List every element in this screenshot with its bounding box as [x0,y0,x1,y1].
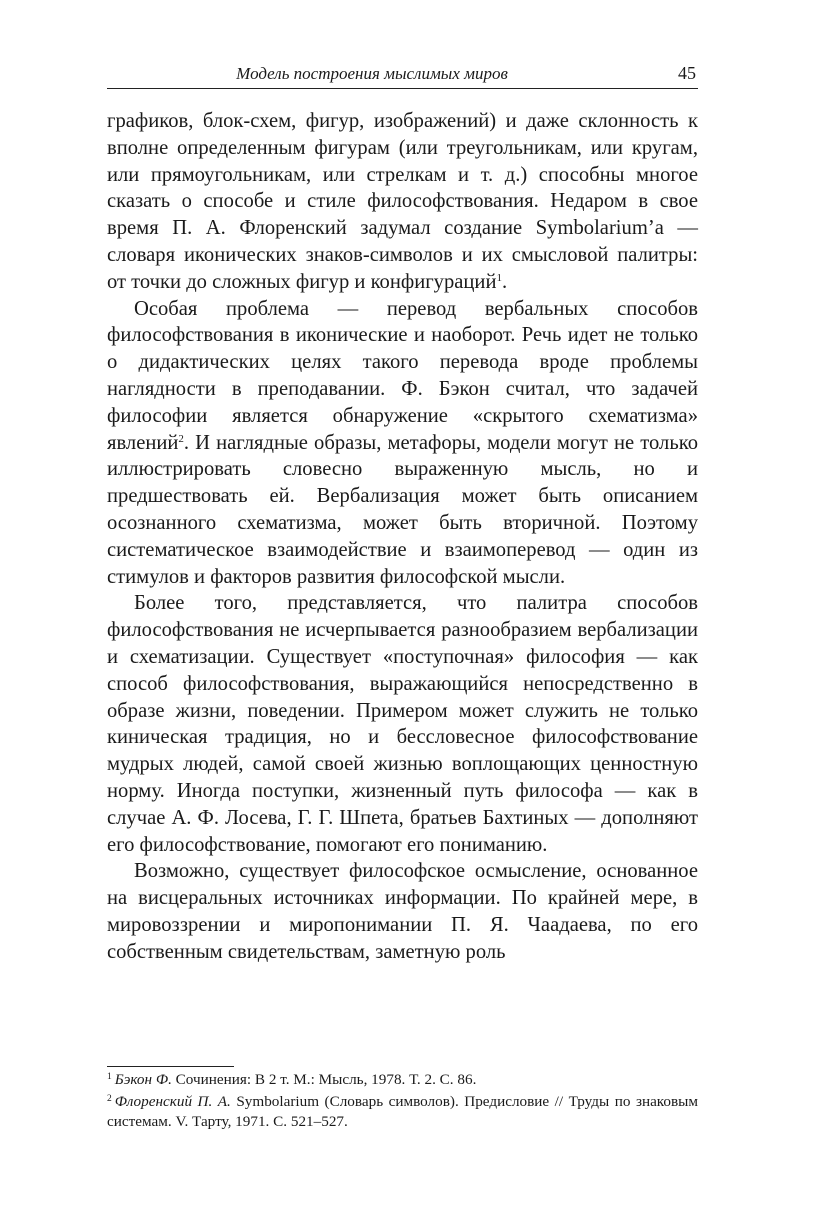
footnote-mark: 1 [107,1072,112,1082]
footnote [107,1070,698,1090]
footnote-author: Бэкон Ф. [114,1071,172,1088]
paragraph-text: . [501,270,508,293]
paragraph-text: графиков, блок-схем, фигур, изображений) и даже склонность к вполне определенным фигурам (или треугольникам, или кругам, или прямоугольникам, или стрелкам и т. д.) способны многое сказать о способе и стиле философствования. Недаром в свое время П. А. Флоренский задумал создание Symbolarium’а — словаря иконических знаков-символов и их смысловой палитры: от точки до сложных фигур и конфигураций [107,110,698,293]
footnote-mark: 2 [107,1094,112,1104]
footnote-divider [107,1066,234,1067]
paragraph [107,108,698,296]
paragraph [107,296,698,591]
paragraph-text: . И наглядные образы, метафоры, модели могут не только иллюстрировать словесно выраженную мысль, но и предшествовать ей. Вербализация может быть описанием осознанного схематизма, может быть вторичной. Поэтому систематическое взаимодействие и взаимоперевод — один из стимулов и факторов развития философской мысли. [107,431,698,588]
footnote-reference[interactable]: 2 [178,432,184,445]
body-text [107,108,698,966]
running-header [107,60,698,89]
footnote-reference[interactable]: 1 [496,271,502,284]
footnote-author: Флоренский П. А. [114,1093,231,1110]
footnotes [107,1070,698,1134]
footnote-text: Сочинения: В 2 т. М.: Мысль, 1978. Т. 2. С. 86. [175,1071,477,1088]
paragraph: Возможно, существует философское осмысление, основанное на висцеральных источниках информации. По крайней мере, в мировоззрении и миропонимании П. Я. Чаадаева, по его собственным свидетельствам, заметную роль [107,860,698,963]
paragraph-text: Особая проблема — перевод вербальных способов философствования в иконические и наоборот. Речь идет не только о дидактических целях такого перевода вроде проблемы наглядности в преподавании. Ф. Бэкон считал, что задачей философии является обнаружение «скрытого схематизма» явлений [107,297,698,454]
footnote [107,1092,698,1132]
footnote-text: Symbolarium (Словарь символов). Предисловие // Труды по знаковым системам. V. Тарту, 1971. С. 521–527. [107,1093,698,1130]
paragraph: Более того, представляется, что палитра способов философствования не исчерпывается разнообразием вербализации и схематизации. Существует «поступочная» философия — как способ философствования, выражающийся непосредственно в образе жизни, поведении. Примером может служить не только киническая традиция, но и бессловесное философствование мудрых людей, самой своей жизнью воплощающих ценностную норму. Иногда поступки, жизненный путь философа — как в случае А. Ф. Лосева, Г. Г. Шпета, братьев Бахтиных — дополняют его философствование, помогают его пониманию. [107,592,698,856]
running-title: Модель построения мыслимых миров [236,64,508,83]
page-number: 45 [678,63,696,83]
